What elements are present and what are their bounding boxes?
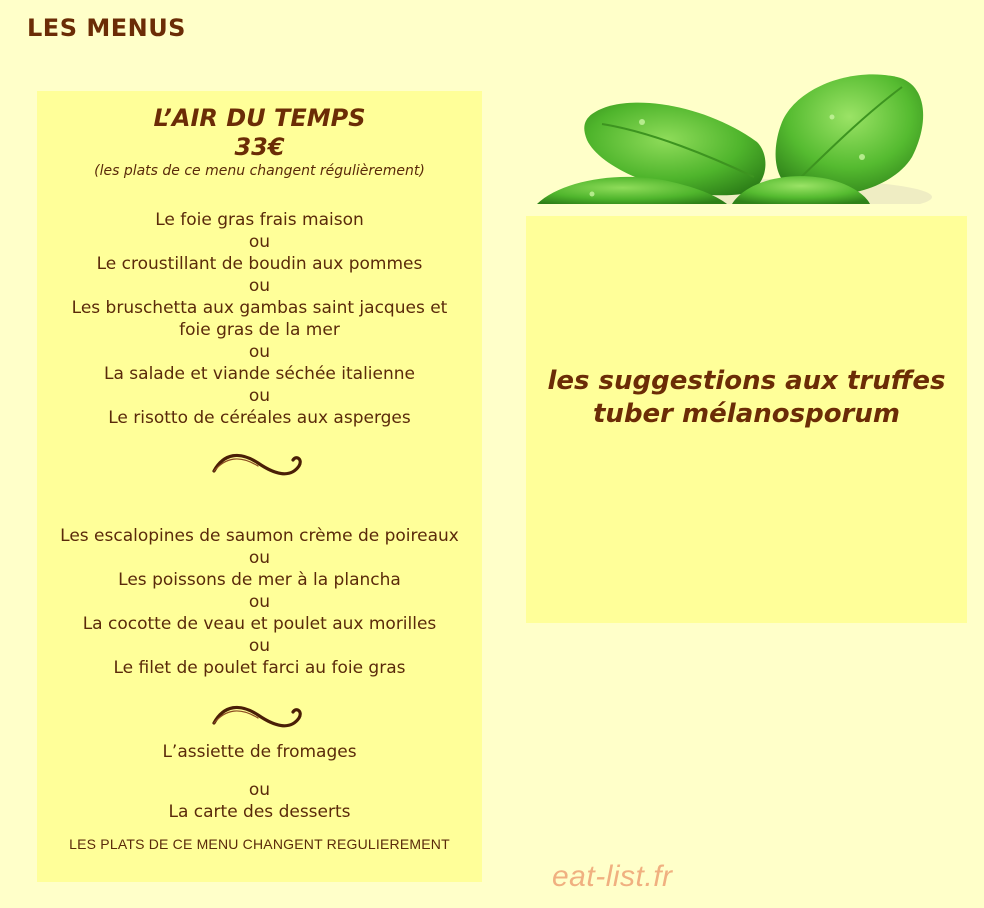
list-item: Le filet de poulet farci au foie gras xyxy=(113,658,406,678)
menu-footer-note: LES PLATS DE CE MENU CHANGENT REGULIEREMENT xyxy=(69,836,450,852)
list-item: Le risotto de céréales aux asperges xyxy=(108,408,411,428)
list-item: ou xyxy=(248,276,271,296)
truffle-suggestions-panel xyxy=(526,216,967,623)
list-item: Le croustillant de boudin aux pommes xyxy=(96,254,423,274)
starter-list xyxy=(37,209,482,429)
list-item: ou xyxy=(248,386,271,406)
list-item: ou xyxy=(248,342,271,362)
main-list xyxy=(37,525,482,679)
list-item: La salade et viande séchée italienne xyxy=(104,364,415,384)
swirl-ornament-icon xyxy=(210,701,310,733)
basil-leaves-image xyxy=(532,62,932,204)
list-item: Le foie gras frais maison xyxy=(155,210,364,230)
swirl-ornament-icon xyxy=(210,449,310,481)
list-item: ou xyxy=(248,592,271,612)
dessert-item: La carte des desserts xyxy=(168,802,351,822)
list-item: foie gras de la mer xyxy=(179,320,340,340)
list-item: ou xyxy=(248,636,271,656)
suggestions-line-1: les suggestions aux truffes xyxy=(547,365,946,396)
menu-note: (les plats de ce menu changent régulièrement) xyxy=(94,163,425,179)
site-watermark: eat-list.fr xyxy=(552,860,673,893)
list-item: Les bruschetta aux gambas saint jacques et xyxy=(71,298,448,318)
suggestions-line-2: tuber mélanosporum xyxy=(593,398,900,429)
menu-name: L’AIR DU TEMPS xyxy=(153,104,366,132)
list-item: ou xyxy=(248,232,271,252)
list-item: Les escalopines de saumon crème de poireaux xyxy=(60,526,459,546)
menu-price: 33€ xyxy=(234,133,285,161)
page-title: LES MENUS xyxy=(27,14,186,42)
cheese-item: L’assiette de fromages xyxy=(162,742,357,762)
list-item: La cocotte de veau et poulet aux morilles xyxy=(82,614,437,634)
menu-card xyxy=(37,91,482,882)
list-item: ou xyxy=(248,548,271,568)
or-label: ou xyxy=(248,780,271,800)
list-item: Les poissons de mer à la plancha xyxy=(118,570,401,590)
